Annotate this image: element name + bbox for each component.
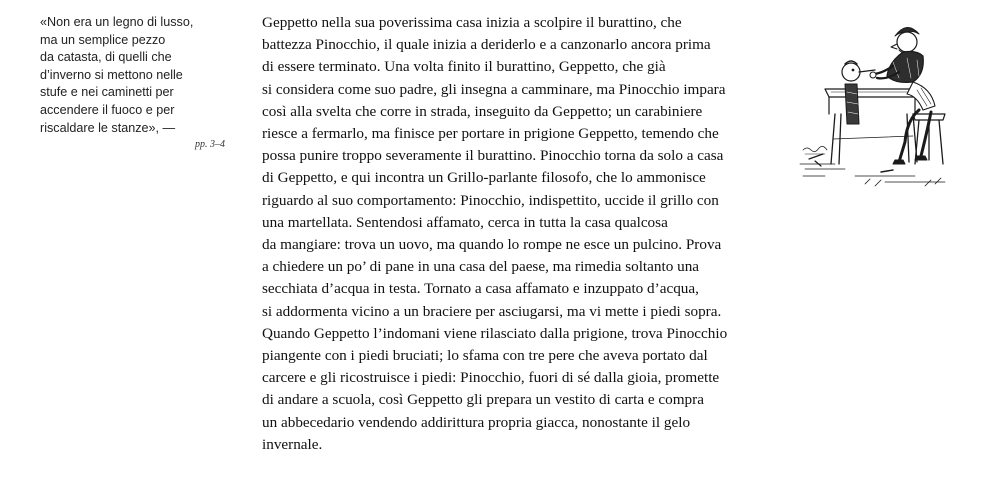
paragraph-line: invernale.: [262, 435, 323, 453]
paragraph-line: di andare a scuola, così Geppetto gli prepara un vestito di carta e compra: [262, 391, 704, 409]
quote-line: accendere il fuoco e per: [40, 102, 175, 117]
paragraph-line: Geppetto nella sua poverissima casa inizia a scolpire il burattino, che: [262, 14, 682, 31]
sidebar-quote: [40, 14, 225, 152]
paragraph-line: di Geppetto, e qui incontra un Grillo-parlante filosofo, che lo ammonisce: [262, 169, 706, 187]
paragraph-line: di essere terminato. Una volta finito il burattino, Geppetto, che già: [262, 58, 666, 76]
paragraph-line: battezza Pinocchio, il quale inizia a deriderlo e a canzonarlo ancora prima: [262, 36, 711, 54]
paragraph-line: una martellata. Sentendosi affamato, cerca in tutta la casa qualcosa: [262, 213, 668, 231]
paragraph-line: si considera come suo padre, gli insegna a camminare, ma Pinocchio impara: [262, 80, 726, 98]
quote-line: ma un semplice pezzo: [40, 32, 166, 47]
paragraph-line: riesce a fermarlo, ma finisce per portare in prigione Geppetto, temendo che: [262, 125, 719, 143]
quote-citation: pp. 3–4: [195, 139, 225, 151]
geppetto-carving-icon: [795, 14, 955, 194]
paragraph-line: piangente con i piedi bruciati; lo sfama con tre pere che aveva portato dal: [262, 347, 708, 365]
paragraph-line: Quando Geppetto l’indomani viene rilasciato dalla prigione, trova Pinocchio: [262, 324, 728, 342]
geppetto-illustration: [795, 14, 955, 194]
paragraph-line: si addormenta vicino a un braciere per asciugarsi, ma vi mette i piedi sopra.: [262, 302, 722, 320]
paragraph-line: da mangiare: trova un uovo, ma quando lo rompe ne esce un pulcino. Prova: [262, 236, 722, 254]
paragraph-line: possa punire troppo severamente il burattino. Pinocchio torna da solo a casa: [262, 147, 724, 165]
paragraph-line: un abbecedario vendendo addirittura propria giacca, nonostante il gelo: [262, 413, 691, 431]
quote-line: riscaldare le stanze», —: [40, 120, 176, 135]
quote-line: da catasta, di quelli che: [40, 50, 172, 65]
quote-line: stufe e nei caminetti per: [40, 85, 174, 100]
paragraph-line: a chiedere un po’ di pane in una casa del paese, ma rimedia soltanto una: [262, 258, 700, 276]
paragraph-line: carcere e gli ricostruisce i piedi: Pinocchio, fuori di sé dalla gioia, promette: [262, 369, 720, 387]
paragraph-line: riguardo al suo comportamento: Pinocchio, indispettito, uccide il grillo con: [262, 191, 719, 209]
paragraph-line: così alla svelta che corre in strada, inseguito da Geppetto; un carabiniere: [262, 102, 703, 120]
quote-line: «Non era un legno di lusso,: [40, 15, 194, 29]
quote-line: d’inverno si mettono nelle: [40, 67, 183, 82]
paragraph-line: secchiata d’acqua in testa. Tornato a casa affamato e inzuppato d’acqua,: [262, 280, 699, 298]
main-paragraph: [262, 12, 762, 456]
